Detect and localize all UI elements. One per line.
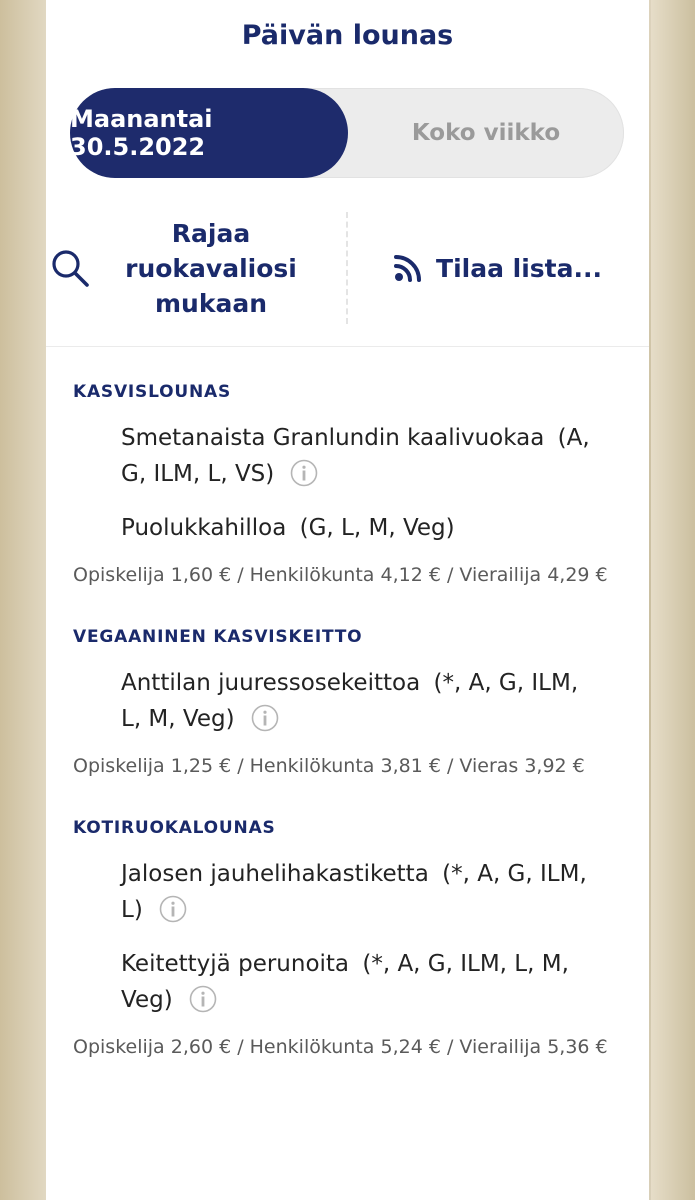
subscribe-list-button[interactable] bbox=[348, 212, 648, 324]
dish-item bbox=[121, 510, 601, 546]
menu-list bbox=[73, 382, 633, 1099]
subscribe-list-label: Tilaa lista... bbox=[436, 253, 602, 283]
dish-name: Keitettyjä perunoita bbox=[121, 951, 350, 977]
dish-name: Smetanaista Granlundin kaalivuokaa bbox=[121, 425, 545, 451]
menu-section bbox=[73, 382, 633, 587]
section-title: VEGAANINEN KASVISKEITTO bbox=[73, 627, 363, 647]
rss-icon bbox=[394, 254, 422, 282]
lunch-card bbox=[46, 0, 649, 1200]
dish-name: Anttilan juuressosekeittoa bbox=[121, 670, 421, 696]
tab-today[interactable]: Maanantai 30.5.2022 bbox=[70, 88, 348, 178]
price-info: Opiskelija 1,25 € / Henkilökunta 3,81 € / Vieras 3,92 € bbox=[73, 755, 585, 777]
dish-diet-codes: (*, A, G, ILM, L) bbox=[121, 861, 587, 923]
price-info: Opiskelija 2,60 € / Henkilökunta 5,24 € / Vierailija 5,36 € bbox=[73, 1036, 608, 1058]
diet-filter-button[interactable] bbox=[46, 212, 346, 324]
dish-name: Jalosen jauhelihakastiketta bbox=[121, 861, 429, 887]
dish-diet-codes: (*, A, G, ILM, L, M, Veg) bbox=[121, 670, 579, 732]
dish-diet-codes: (A, G, ILM, L, VS) bbox=[121, 425, 590, 487]
header-divider bbox=[46, 346, 649, 347]
background-left bbox=[0, 0, 46, 1200]
dish-name: Puolukkahilloa bbox=[121, 515, 287, 541]
dish-diet-codes: (G, L, M, Veg) bbox=[299, 515, 455, 541]
info-icon[interactable] bbox=[159, 895, 187, 923]
tab-whole-week[interactable]: Koko viikko bbox=[411, 120, 561, 146]
search-icon bbox=[50, 248, 90, 288]
dish-diet-codes: (*, A, G, ILM, L, M, Veg) bbox=[121, 951, 569, 1013]
background-right bbox=[651, 0, 695, 1200]
day-week-toggle bbox=[70, 88, 624, 178]
dish-item bbox=[121, 946, 601, 1018]
section-title: KOTIRUOKALOUNAS bbox=[73, 818, 276, 838]
section-title: KASVISLOUNAS bbox=[73, 382, 232, 402]
page-title: Päivän lounas bbox=[241, 20, 454, 51]
menu-section bbox=[73, 818, 633, 1059]
menu-section bbox=[73, 627, 633, 778]
info-icon[interactable] bbox=[251, 704, 279, 732]
dish-item bbox=[121, 420, 601, 492]
diet-filter-label: Rajaa ruokavaliosi mukaan bbox=[125, 219, 297, 318]
info-icon[interactable] bbox=[290, 459, 318, 487]
dish-item bbox=[121, 856, 601, 928]
price-info: Opiskelija 1,60 € / Henkilökunta 4,12 € / Vierailija 4,29 € bbox=[73, 564, 608, 586]
dish-item bbox=[121, 665, 601, 737]
info-icon[interactable] bbox=[189, 985, 217, 1013]
